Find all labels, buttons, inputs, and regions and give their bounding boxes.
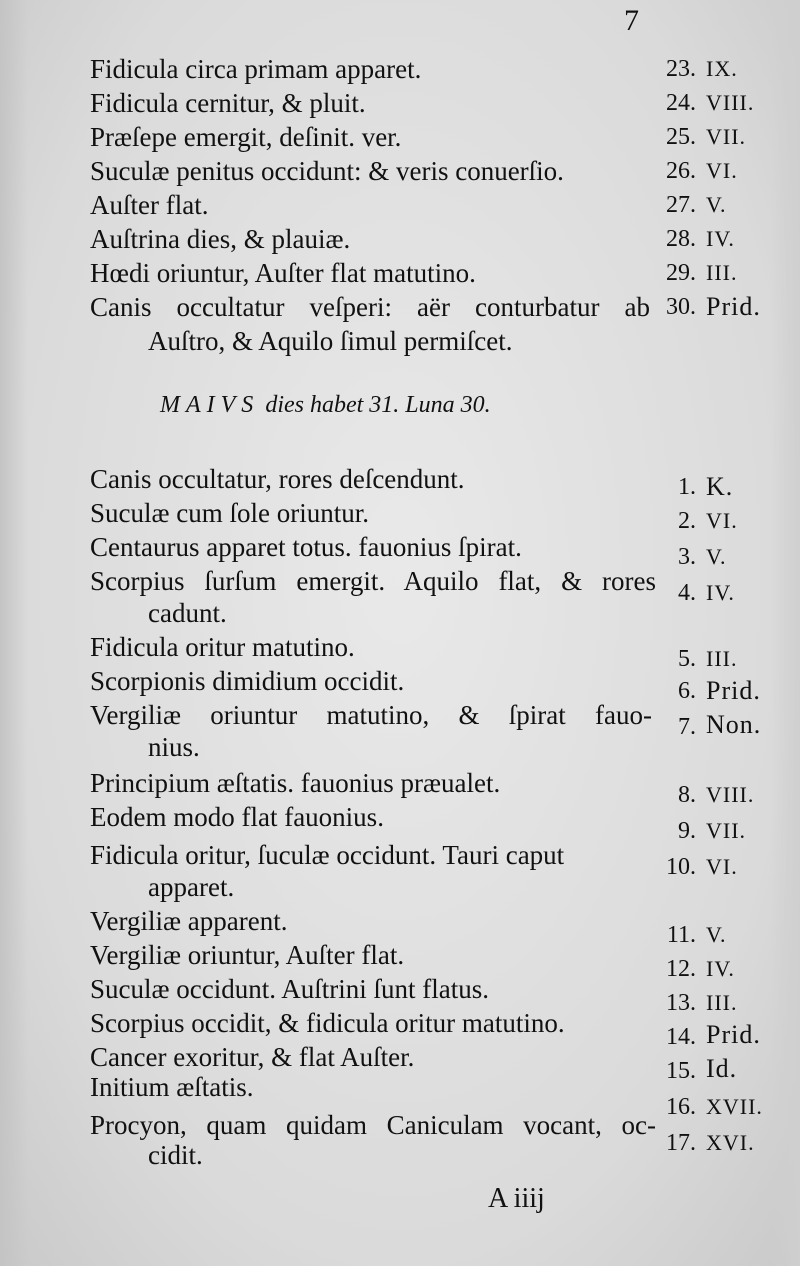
entry-text: Hœdi oriuntur, Auſter flat matutino.: [90, 258, 476, 288]
day-number: 24.: [666, 90, 696, 116]
entry-text: Scorpius occidit, & fidicula oritur matutino.: [90, 1008, 565, 1038]
entry-text: Cancer exoritur, & flat Auſter.: [90, 1042, 415, 1072]
day-number: 4.: [678, 580, 696, 606]
day-number: 8.: [678, 782, 696, 808]
roman-date: V.: [706, 544, 727, 569]
calendar-entry: [0, 222, 800, 256]
roman-date: V.: [706, 192, 727, 217]
entry-text: cidit.: [148, 1140, 203, 1170]
entry-text: Fidicula oritur matutino.: [90, 632, 355, 662]
entry-text: apparet.: [148, 872, 235, 902]
calendar-entry: [0, 530, 800, 570]
roman-date: VIII.: [706, 782, 755, 807]
entry-text: cadunt.: [148, 598, 227, 628]
day-number: 14.: [666, 1024, 696, 1050]
day-number: 13.: [666, 990, 696, 1016]
calendar-entry: [0, 496, 800, 534]
roman-date: VI.: [706, 158, 738, 183]
entry-text: Fidicula circa primam apparet.: [90, 54, 422, 84]
roman-date: IV.: [706, 956, 735, 981]
calendar-entry: [0, 86, 800, 120]
roman-date: XVI.: [706, 1130, 755, 1155]
roman-date: Non.: [706, 710, 762, 739]
entry-text: Suculæ occidunt. Auſtrini ſunt flatus.: [90, 974, 489, 1004]
entry-text: Canis occultatur veſperi: aër conturbatur ab: [90, 292, 650, 322]
roman-date: K.: [706, 472, 734, 501]
day-number: 29.: [666, 260, 696, 286]
entry-text: Suculæ cum ſole oriuntur.: [90, 498, 369, 528]
calendar-entry: [0, 256, 800, 290]
day-number: 27.: [666, 192, 696, 218]
day-number: 9.: [678, 818, 696, 844]
day-number: 23.: [666, 56, 696, 82]
entry-text: Scorpionis dimidium occidit.: [90, 666, 405, 696]
entry-text: Eodem modo flat fauonius.: [90, 802, 384, 832]
day-number: 10.: [666, 854, 696, 880]
roman-date: III.: [706, 260, 738, 285]
day-number: 16.: [666, 1094, 696, 1120]
day-number: 3.: [678, 544, 696, 570]
roman-date: Prid.: [706, 1020, 761, 1049]
calendar-entry: [0, 1040, 800, 1084]
calendar-entry: [0, 154, 800, 188]
page-number: 7: [624, 4, 639, 37]
entry-text: Præſepe emergit, deſinit. ver.: [90, 122, 402, 152]
entry-text: Auſtro, & Aquilo ſimul permiſcet.: [148, 326, 513, 356]
entry-text: Auſtrina dies, & plauiæ.: [90, 224, 351, 254]
roman-date: IV.: [706, 580, 735, 605]
roman-date: III.: [706, 646, 738, 671]
month-heading: [160, 392, 491, 419]
calendar-entry-continuation: [0, 1138, 800, 1172]
roman-date: VII.: [706, 124, 747, 149]
day-number: 11.: [666, 922, 696, 948]
roman-date: VII.: [706, 818, 747, 843]
entry-text: Suculæ penitus occidunt: & veris conuerſio.: [90, 156, 564, 186]
roman-date: IX.: [706, 56, 738, 81]
day-number: 28.: [666, 226, 696, 252]
calendar-entry: [0, 630, 800, 672]
calendar-entry: [0, 564, 800, 606]
month-name: MAIVS: [160, 392, 260, 418]
calendar-entry: [0, 972, 800, 1016]
roman-date: IV.: [706, 226, 735, 251]
calendar-entry: [0, 290, 800, 324]
entry-text: Principium æſtatis. fauonius præualet.: [90, 768, 501, 798]
calendar-entry-continuation: [0, 596, 800, 630]
entry-text: Vergiliæ oriuntur matutino, & ſpirat fauo-: [90, 700, 652, 730]
day-number: 12.: [666, 956, 696, 982]
entry-text: Vergiliæ oriuntur, Auſter flat.: [90, 940, 405, 970]
day-number: 17.: [666, 1130, 696, 1156]
day-number: 5.: [678, 646, 696, 672]
calendar-entry: [0, 1006, 800, 1050]
entry-text: Scorpius ſurſum emergit. Aquilo flat, & rores: [90, 566, 656, 596]
roman-date: VI.: [706, 508, 738, 533]
day-number: 7.: [678, 714, 696, 740]
entry-text: Procyon, quam quidam Caniculam vocant, oc-: [90, 1110, 656, 1140]
roman-date: VI.: [706, 854, 738, 879]
calendar-entry: [0, 52, 800, 86]
entry-text: Fidicula oritur, ſuculæ occidunt. Tauri caput: [90, 840, 565, 870]
entry-text: Initium æſtatis.: [90, 1072, 254, 1102]
calendar-entry: [0, 766, 800, 808]
day-number: 15.: [666, 1058, 696, 1084]
roman-date: VIII.: [706, 90, 755, 115]
calendar-entry: [0, 120, 800, 154]
calendar-entry-continuation: [0, 870, 800, 904]
calendar-entry: [0, 838, 800, 880]
day-number: 25.: [666, 124, 696, 150]
calendar-entry-continuation: [0, 730, 800, 764]
roman-date: Prid.: [706, 292, 761, 321]
signature-mark: A iiij: [488, 1183, 545, 1214]
entry-text: Auſter flat.: [90, 190, 209, 220]
calendar-entry: [0, 904, 800, 948]
day-number: 30.: [666, 294, 696, 320]
entry-text: Centaurus apparet totus. fauonius ſpirat.: [90, 532, 522, 562]
calendar-entry: [0, 664, 800, 705]
calendar-entry: [0, 938, 800, 982]
roman-date: Id.: [706, 1054, 738, 1083]
entry-text: Canis occultatur, rores deſcendunt.: [90, 464, 465, 494]
day-number: 2.: [678, 508, 696, 534]
calendar-entry: [0, 462, 800, 501]
calendar-entry: [0, 698, 800, 740]
roman-date: Prid.: [706, 676, 761, 705]
day-number: 26.: [666, 158, 696, 184]
day-number: 6.: [678, 678, 696, 704]
calendar-entry: [0, 188, 800, 222]
calendar-entry-continuation: [0, 324, 800, 358]
entry-text: Vergiliæ apparent.: [90, 906, 288, 936]
calendar-entry: [0, 1070, 800, 1120]
roman-date: III.: [706, 990, 738, 1015]
calendar-entry: [0, 800, 800, 844]
roman-date: V.: [706, 922, 727, 947]
roman-date: XVII.: [706, 1094, 763, 1119]
entry-text: nius.: [148, 732, 200, 762]
day-number: 1.: [678, 474, 696, 500]
entry-text: Fidicula cernitur, & pluit.: [90, 88, 366, 118]
month-info: dies habet 31. Luna 30.: [265, 392, 491, 418]
